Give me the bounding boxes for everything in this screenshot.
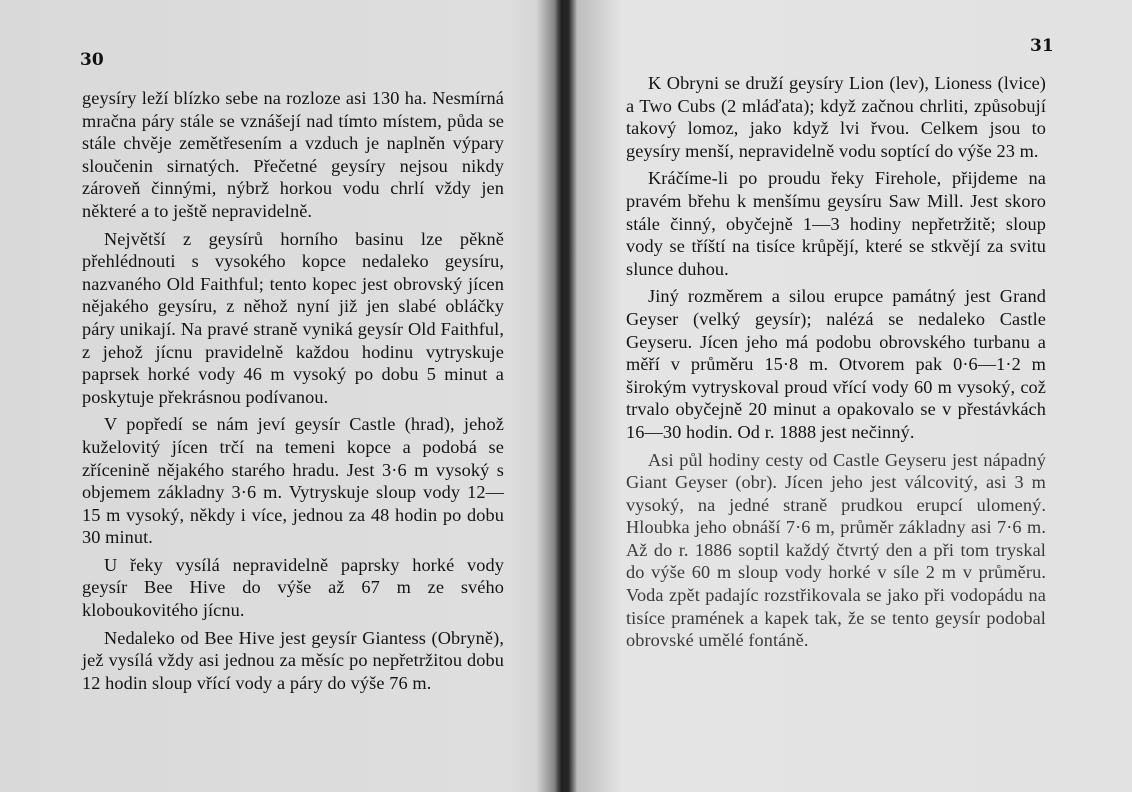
paragraph: geysíry leží blízko sebe na rozloze asi 130 ha. Nesmírná mračna páry stále se vznášejí nad tímto místem, půda se stále chvěje zemětřesením a vzduch je naplněn výpary sloučenin sirnatých. Přečetné geysíry nejsou nikdy zároveň činnými, nýbrž horkou vodu chrlí vždy jen některé a to ještě nepravidelně.	[82, 88, 504, 221]
page-number-right: 31	[1030, 36, 1054, 56]
right-page	[566, 0, 1132, 792]
paragraph: Nedaleko od Bee Hive jest geysír Giantess (Obryně), jež vysílá vždy asi jednou za měsíc po nepřetržitou dobu 12 hodin sloup vřící vody a páry do výše 76 m.	[82, 627, 504, 693]
paragraph: Největší z geysírů horního basinu lze pěkně přehlédnouti s vysokého kopce nedaleko geysíru, nazvaného Old Faithful; tento kopec jest obrovský jícen nějakého geysíru, z něhož nyní již jen slabé obláčky páry unikají. Na pravé straně vyniká geysír Old Faithful, z jehož jícnu pravidelně každou hodinu vytryskuje paprsek horké vody 46 m vysoký po dobu 5 minut a poskytuje překrásnou podívanou.	[82, 228, 504, 407]
right-page-text	[626, 72, 1046, 657]
page-number-left: 30	[80, 50, 104, 70]
paragraph: Kráčíme-li po proudu řeky Firehole, přijdeme na pravém břehu k menšímu geysíru Saw Mill. Jest skoro stále činný, obyčejně 1—3 hodiny nepřetržitě; sloup vody se tříští na tisíce krůpějí, které se stkvějí za svitu slunce duhou.	[626, 168, 1046, 279]
left-page	[0, 0, 556, 792]
paragraph: Jiný rozměrem a silou erupce památný jest Grand Geyser (velký geysír); nalézá se nedaleko Castle Geyseru. Jícen jeho má podobu obrovského turbanu a měří v průměru 15·8 m. Otvorem pak 0·6—1·2 m širokým vytryskoval proud vřící vody 60 m vysoký, což trvalo obyčejně 20 minut a opakovalo se v přestávkách 16—30 hodin. Od r. 1888 jest nečinný.	[626, 286, 1046, 442]
paragraph: V popředí se nám jeví geysír Castle (hrad), jehož kuželovitý jícen trčí na temeni kopce a podobá se zřícenině nějakého starého hradu. Jest 3·6 m vysoký s objemem základny 3·6 m. Vytryskuje sloup vody 12—15 m vysoký, někdy i více, jednou za 48 hodin po dobu 30 minut.	[82, 414, 504, 548]
paragraph: U řeky vysílá nepravidelně paprsky horké vody geysír Bee Hive do výše až 67 m ze svého kloboukovitého jícnu.	[82, 554, 504, 621]
paragraph: Asi půl hodiny cesty od Castle Geyseru jest nápadný Giant Geyser (obr). Jícen jeho jest válcovitý, asi 3 m vysoký, na jedné straně prudkou erupcí ulomený. Hloubka jeho obnáší 7·6 m, průměr základny asi 7·6 m. Až do r. 1886 soptil každý čtvrtý den a při tom tryskal do výše 60 m sloup vody horké v síle 2 m v průměru. Voda zpět padajíc rozstřikovala se jako při vodopádu na tisíce pramének a kapek tak, že se tento geysír podobal obrovské umělé fontáně.	[626, 449, 1046, 651]
left-page-text	[82, 87, 504, 699]
paragraph: K Obryni se druží geysíry Lion (lev), Lioness (lvice) a Two Cubs (2 mláďata); když začnou chrliti, způsobují takový lomoz, jako když lvi řvou. Celkem jsou to geysíry menší, nepravidelně vodu soptící do výše 23 m.	[626, 73, 1046, 161]
